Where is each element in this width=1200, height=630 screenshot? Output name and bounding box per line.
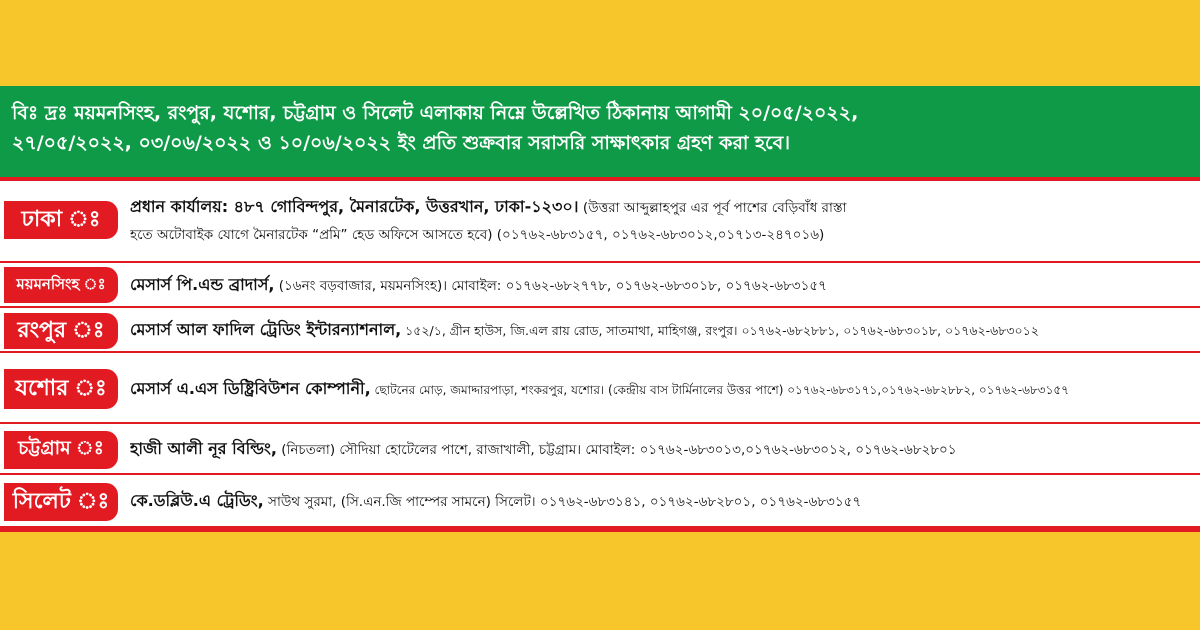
office-tag-jessore: যশোর ঃ [4,369,118,409]
office-content-jessore [130,375,1194,404]
office-tag-rangpur: রংপুর ঃ [4,313,118,349]
recruitment-notice [0,86,1200,532]
banner-line-2: ২৭/০৫/২০২২, ০৩/০৬/২০২২ ও ১০/০৬/২০২২ ইং প্রতি শুক্রবার সরাসরি সাক্ষাৎকার গ্রহণ করা হবে। [12,132,791,154]
office-firm: মেসার্স এ.এস ডিষ্ট্রিবিউশন কোম্পানী, [130,379,371,398]
interview-schedule-banner [0,86,1200,181]
office-detail: সাউথ সুরমা, (সি.এন.জি পাম্পের সামনে) সিলেট। ০১৭৬২-৬৮৩১৪১, ০১৭৬২-৬৮২৮০১, ০১৭৬২-৬৮৩১৫৭ [263,494,862,510]
office-row-rangpur [0,308,1200,353]
office-firm: কে.ডব্লিউ.এ ট্রেডিং, [130,491,264,510]
office-detail: ছোটনের মোড়, জমাদ্দারপাড়া, শংকরপুর, যশোর। (কেন্দ্রীয় বাস টার্মিনালের উত্তর পাশে) ০১৭৬২-৬৮৩১৭১,০১৭৬২-৬৮২৮৮২, ০১৭৬২-৬৮৩১৫৭ [370,383,1069,397]
office-firm: হাজী আলী নূর বিল্ডিং, [130,439,277,458]
office-firm: মেসার্স আল ফাদিল ট্রেডিং ইন্টারন্যাশনাল, [130,320,402,339]
office-row-sylhet [0,475,1200,526]
office-detail: (নিচতলা) সৌদিয়া হোটেলের পাশে, রাজাখালী, চট্টগ্রাম। মোবাইল: ০১৭৬২-৬৮৩০১৩,০১৭৬২-৬৮৩০১২, ০১৭৬২-৬৮২৮০১ [276,442,957,458]
office-row-dhaka [0,181,1200,263]
office-detail: ১৫২/১, গ্রীন হাউস, জি.এল রায় রোড, সাতমাথা, মাহিগঞ্জ, রংপুর। ০১৭৬২-৬৮২৮৮১, ০১৭৬২-৬৮৩০১৮, ০১৭৬২-৬৮৩০১২ [401,323,1039,338]
bottom-border [0,526,1200,532]
office-tag-dhaka: ঢাকা ঃ [4,201,118,239]
office-content-dhaka [130,193,1194,249]
office-detail-2: হতে অটোবাইক যোগে মৈনারটেক “প্রমি” হেড অফিসে আসতে হবে) (০১৭৬২-৬৮৩১৫৭, ০১৭৬২-৬৮৩০১২,০১৭১৩-২৪৭০১৬) [130,227,825,243]
office-content-sylhet [130,487,1194,516]
office-row-mymensingh [0,263,1200,308]
office-content-mymensingh [130,271,1194,300]
office-firm: মেসার্স পি.এন্ড ব্রাদার্স, [130,275,275,294]
office-firm: প্রধান কার্যালয়: ৪৮৭ গোবিন্দপুর, মৈনারটেক, উত্তরখান, ঢাকা-১২৩০। [130,197,579,216]
office-detail: (উত্তরা আব্দুল্লাহপুর এর পূর্ব পাশের বেড়িবাঁধ রাস্তা [578,200,847,216]
banner-line-1: বিঃ দ্রঃ ময়মনসিংহ, রংপুর, যশোর, চট্টগ্রাম ও সিলেট এলাকায় নিম্নে উল্লেখিত ঠিকানায় আগামী ২০/০৫/২০২২, [12,102,859,124]
office-detail: (১৬নং বড়বাজার, ময়মনসিংহ)। মোবাইল: ০১৭৬২-৬৮২৭৭৮, ০১৭৬২-৬৮৩০১৮, ০১৭৬২-৬৮৩১৫৭ [274,278,827,294]
office-row-chattogram [0,424,1200,475]
office-tag-sylhet: সিলেট ঃ [4,483,118,521]
office-tag-chattogram: চট্টগ্রাম ঃ [4,431,118,469]
office-tag-mymensingh: ময়মনসিংহ ঃ [4,267,118,303]
office-content-rangpur [130,316,1194,345]
office-row-jessore [0,353,1200,424]
office-line-1 [130,193,1194,222]
office-content-chattogram [130,435,1194,464]
